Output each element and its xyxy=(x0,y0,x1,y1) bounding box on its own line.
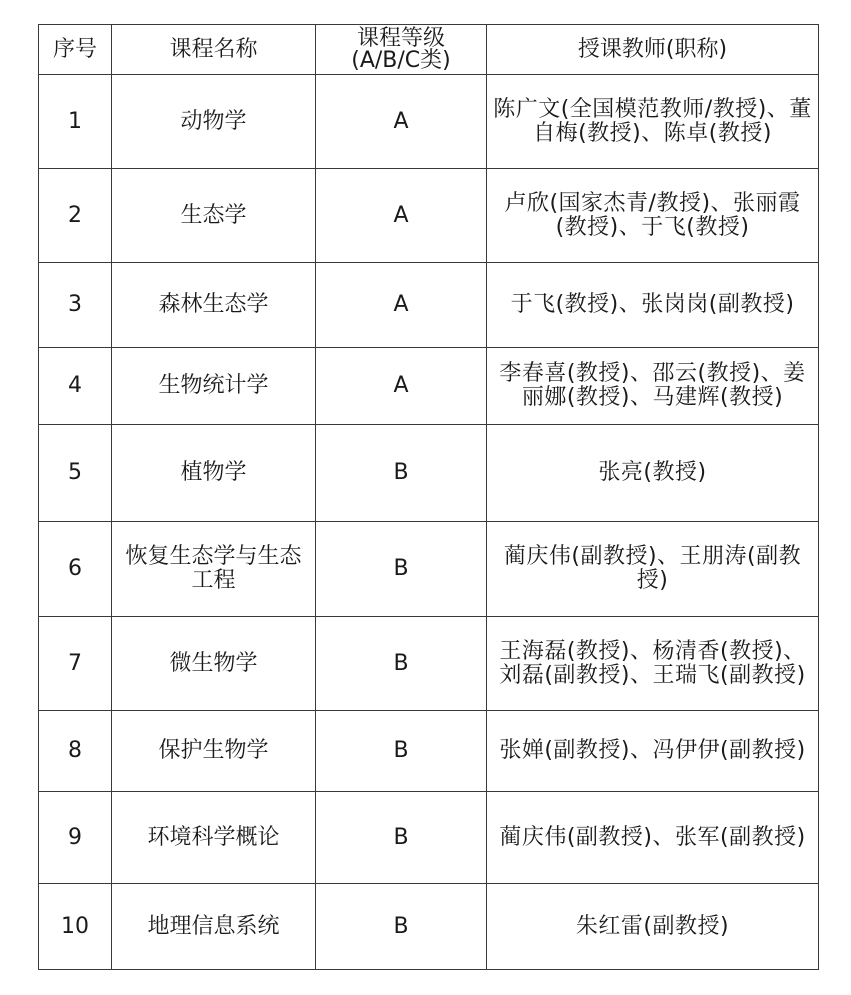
row-course-name: 微生物学 xyxy=(112,617,316,711)
table-row xyxy=(39,522,819,617)
table-row xyxy=(39,884,819,970)
course-table xyxy=(38,24,819,970)
row-course-grade: B xyxy=(316,792,487,884)
row-teacher: 蔺庆伟(副教授)、张军(副教授) xyxy=(487,792,819,884)
row-teacher: 张婵(副教授)、冯伊伊(副教授) xyxy=(487,711,819,792)
row-index: 8 xyxy=(39,711,112,792)
row-teacher: 王海磊(教授)、杨清香(教授)、刘磊(副教授)、王瑞飞(副教授) xyxy=(487,617,819,711)
row-course-name: 环境科学概论 xyxy=(112,792,316,884)
row-course-name: 生物统计学 xyxy=(112,348,316,425)
table-row xyxy=(39,711,819,792)
row-index: 10 xyxy=(39,884,112,970)
row-teacher: 朱红雷(副教授) xyxy=(487,884,819,970)
row-course-grade: A xyxy=(316,75,487,169)
row-index: 3 xyxy=(39,263,112,348)
row-index: 5 xyxy=(39,425,112,522)
row-index: 2 xyxy=(39,169,112,263)
table-row xyxy=(39,617,819,711)
row-course-grade: A xyxy=(316,348,487,425)
row-course-grade: B xyxy=(316,711,487,792)
table-header-row xyxy=(39,25,819,75)
table-row xyxy=(39,348,819,425)
row-course-name: 保护生物学 xyxy=(112,711,316,792)
header-grade-line2: (A/B/C类) xyxy=(351,47,451,73)
row-teacher: 卢欣(国家杰青/教授)、张丽霞(教授)、于飞(教授) xyxy=(487,169,819,263)
table-row xyxy=(39,169,819,263)
row-index: 4 xyxy=(39,348,112,425)
row-course-name: 植物学 xyxy=(112,425,316,522)
table-row xyxy=(39,425,819,522)
row-index: 9 xyxy=(39,792,112,884)
header-course-name: 课程名称 xyxy=(112,25,316,75)
row-index: 7 xyxy=(39,617,112,711)
header-index: 序号 xyxy=(39,25,112,75)
row-teacher: 陈广文(全国模范教师/教授)、董自梅(教授)、陈卓(教授) xyxy=(487,75,819,169)
row-course-grade: B xyxy=(316,425,487,522)
header-course-grade xyxy=(316,25,487,75)
row-course-grade: B xyxy=(316,884,487,970)
row-course-name: 动物学 xyxy=(112,75,316,169)
header-grade-line1: 课程等级 xyxy=(356,25,445,51)
row-course-grade: A xyxy=(316,169,487,263)
row-course-grade: B xyxy=(316,522,487,617)
row-teacher: 于飞(教授)、张岗岗(副教授) xyxy=(487,263,819,348)
row-course-name: 恢复生态学与生态工程 xyxy=(112,522,316,617)
table-row xyxy=(39,75,819,169)
row-index: 6 xyxy=(39,522,112,617)
row-course-grade: B xyxy=(316,617,487,711)
row-course-name: 森林生态学 xyxy=(112,263,316,348)
row-course-name: 生态学 xyxy=(112,169,316,263)
table-row xyxy=(39,792,819,884)
row-teacher: 张亮(教授) xyxy=(487,425,819,522)
row-course-grade: A xyxy=(316,263,487,348)
row-teacher: 蔺庆伟(副教授)、王朋涛(副教授) xyxy=(487,522,819,617)
header-teacher: 授课教师(职称) xyxy=(487,25,819,75)
row-course-name: 地理信息系统 xyxy=(112,884,316,970)
table-row xyxy=(39,263,819,348)
row-teacher: 李春喜(教授)、邵云(教授)、姜丽娜(教授)、马建辉(教授) xyxy=(487,348,819,425)
row-index: 1 xyxy=(39,75,112,169)
